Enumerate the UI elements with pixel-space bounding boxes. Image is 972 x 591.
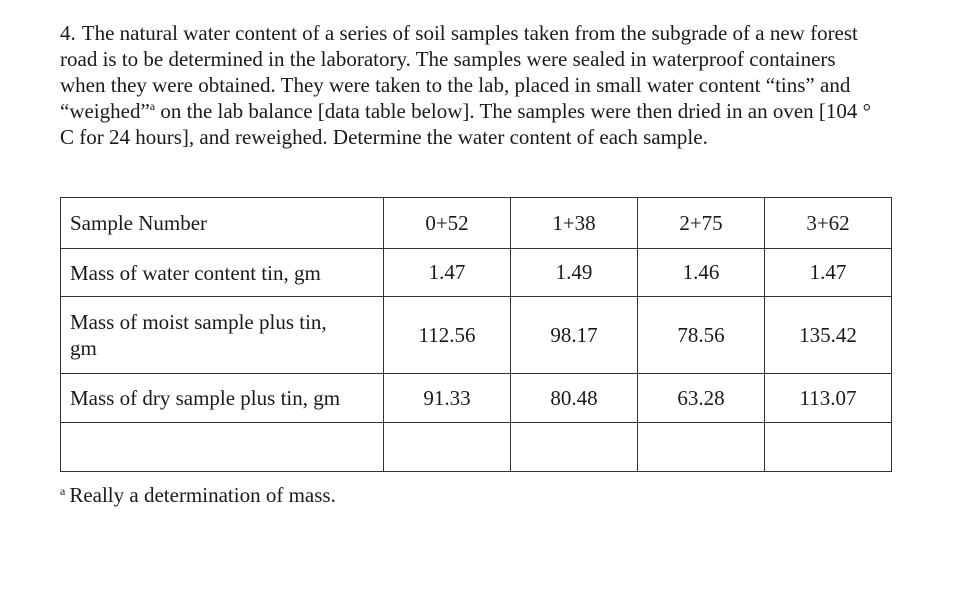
problem-line-3: when they were obtained. They were taken to the lab, placed in small water content “tins” and [60,73,851,97]
table-cell [384,423,511,472]
table-cell: 113.07 [765,374,892,423]
problem-text-4b: on the lab balance [data table below]. The samples were then dried in an oven [104 ° [160,99,872,123]
footnote-marker: a [149,99,156,113]
table-cell: 78.56 [638,297,765,374]
table-cell: 135.42 [765,297,892,374]
table-cell: 3+62 [765,198,892,249]
table-cell: 0+52 [384,198,511,249]
table-row [61,198,892,249]
table-cell: 1+38 [511,198,638,249]
footnote [60,482,336,508]
data-table [60,197,892,472]
table-cell: 63.28 [638,374,765,423]
table-cell [638,423,765,472]
row-label [61,423,384,472]
row-label [61,297,384,374]
table-cell [511,423,638,472]
problem-line-2: road is to be determined in the laboratory. The samples were sealed in waterproof containers [60,47,836,71]
problem-line-1 [60,20,940,46]
problem-line-5: C for 24 hours], and reweighed. Determine the water content of each sample. [60,125,708,149]
table-cell: 112.56 [384,297,511,374]
table-cell: 98.17 [511,297,638,374]
problem-text-4a: “weighed” [60,99,150,123]
problem-number: 4. [60,21,76,45]
problem-line-4 [60,98,940,124]
table-cell: 1.46 [638,249,765,297]
table-cell: 1.49 [511,249,638,297]
row-label-line-1: Mass of moist sample plus tin, [70,310,327,334]
table-cell: 91.33 [384,374,511,423]
table-row [61,297,892,374]
table-cell: 2+75 [638,198,765,249]
table-row [61,249,892,297]
table-cell: 1.47 [384,249,511,297]
row-label: Mass of dry sample plus tin, gm [61,374,384,423]
table-row-empty [61,423,892,472]
row-label: Sample Number [61,198,384,249]
row-label-line-2: gm [70,336,97,360]
problem-statement [60,20,940,150]
table-row [61,374,892,423]
row-label: Mass of water content tin, gm [61,249,384,297]
footnote-text: Really a determination of mass. [69,483,336,507]
problem-text-1: The natural water content of a series of soil samples taken from the subgrade of a new forest [81,21,858,45]
table-cell: 80.48 [511,374,638,423]
table-cell [765,423,892,472]
table-cell: 1.47 [765,249,892,297]
footnote-marker: a [60,484,66,498]
